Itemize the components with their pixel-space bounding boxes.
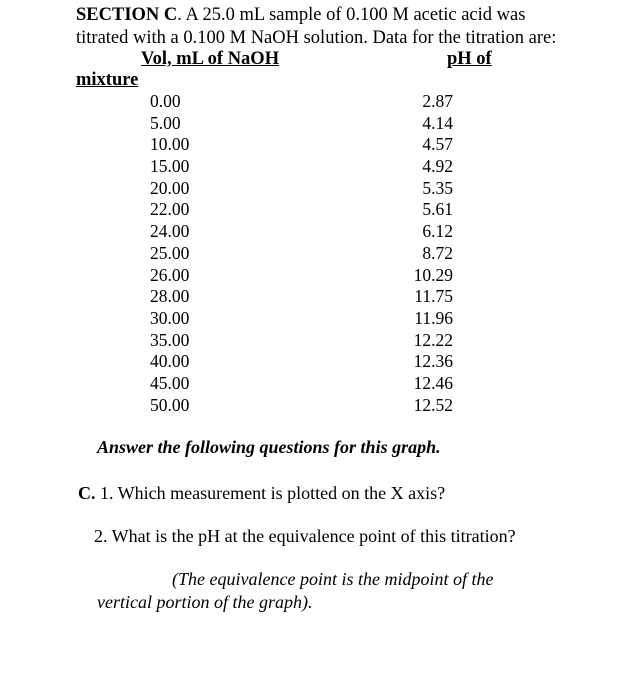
question-1 — [78, 483, 445, 504]
ph-cell: 6.12 — [422, 221, 453, 242]
ph-cell: 8.72 — [422, 242, 453, 263]
volume-cell: 22.00 — [150, 199, 190, 220]
ph-cell: 10.29 — [413, 264, 453, 285]
ph-cell: 4.57 — [422, 134, 453, 155]
volume-cell: 45.00 — [150, 372, 190, 393]
intro-line-2: titrated with a 0.100 M NaOH solution. Data for the titration are: — [76, 28, 557, 48]
ph-cell: 2.87 — [422, 91, 453, 111]
header-mixture: mixture — [76, 70, 139, 90]
ph-cell: 11.96 — [414, 307, 453, 328]
volume-cell: 26.00 — [150, 264, 190, 285]
intro-line-1 — [76, 4, 525, 27]
note-line-2: vertical portion of the graph). — [97, 592, 313, 612]
ph-cell: 12.22 — [413, 329, 453, 350]
instruction-text: Answer the following questions for this graph. — [97, 437, 441, 457]
ph-column — [406, 91, 453, 416]
question-1-text: 1. Which measurement is plotted on the X axis? — [100, 483, 446, 503]
volume-cell: 15.00 — [150, 156, 190, 177]
intro-line-1-text: . A 25.0 mL sample of 0.100 M acetic acid was — [177, 5, 526, 25]
volume-cell: 30.00 — [150, 307, 190, 328]
volume-cell: 24.00 — [150, 221, 190, 242]
volume-cell: 10.00 — [150, 134, 190, 155]
question-1-label: C. — [78, 483, 96, 503]
section-label: SECTION C — [76, 5, 178, 25]
note-line-1: (The equivalence point is the midpoint of the — [172, 569, 494, 589]
volume-cell: 50.00 — [150, 394, 190, 415]
volume-cell: 5.00 — [150, 112, 181, 133]
ph-cell: 4.14 — [422, 112, 453, 133]
volume-cell: 25.00 — [150, 242, 190, 263]
ph-cell: 11.75 — [414, 286, 453, 307]
volume-cell: 40.00 — [150, 351, 190, 372]
ph-cell: 12.52 — [413, 394, 453, 415]
ph-cell: 12.36 — [413, 351, 453, 372]
header-ph: pH of — [447, 49, 492, 69]
volume-cell: 0.00 — [150, 91, 181, 111]
volume-cell: 35.00 — [150, 329, 190, 350]
ph-cell: 4.92 — [422, 156, 453, 177]
ph-cell: 5.61 — [422, 199, 453, 220]
volume-column — [150, 91, 189, 416]
ph-cell: 12.46 — [413, 372, 453, 393]
volume-cell: 28.00 — [150, 286, 190, 307]
header-volume: Vol, mL of NaOH — [141, 49, 280, 69]
volume-cell: 20.00 — [150, 177, 190, 198]
ph-cell: 5.35 — [422, 177, 453, 198]
question-2: 2. What is the pH at the equivalence point of this titration? — [94, 526, 516, 546]
